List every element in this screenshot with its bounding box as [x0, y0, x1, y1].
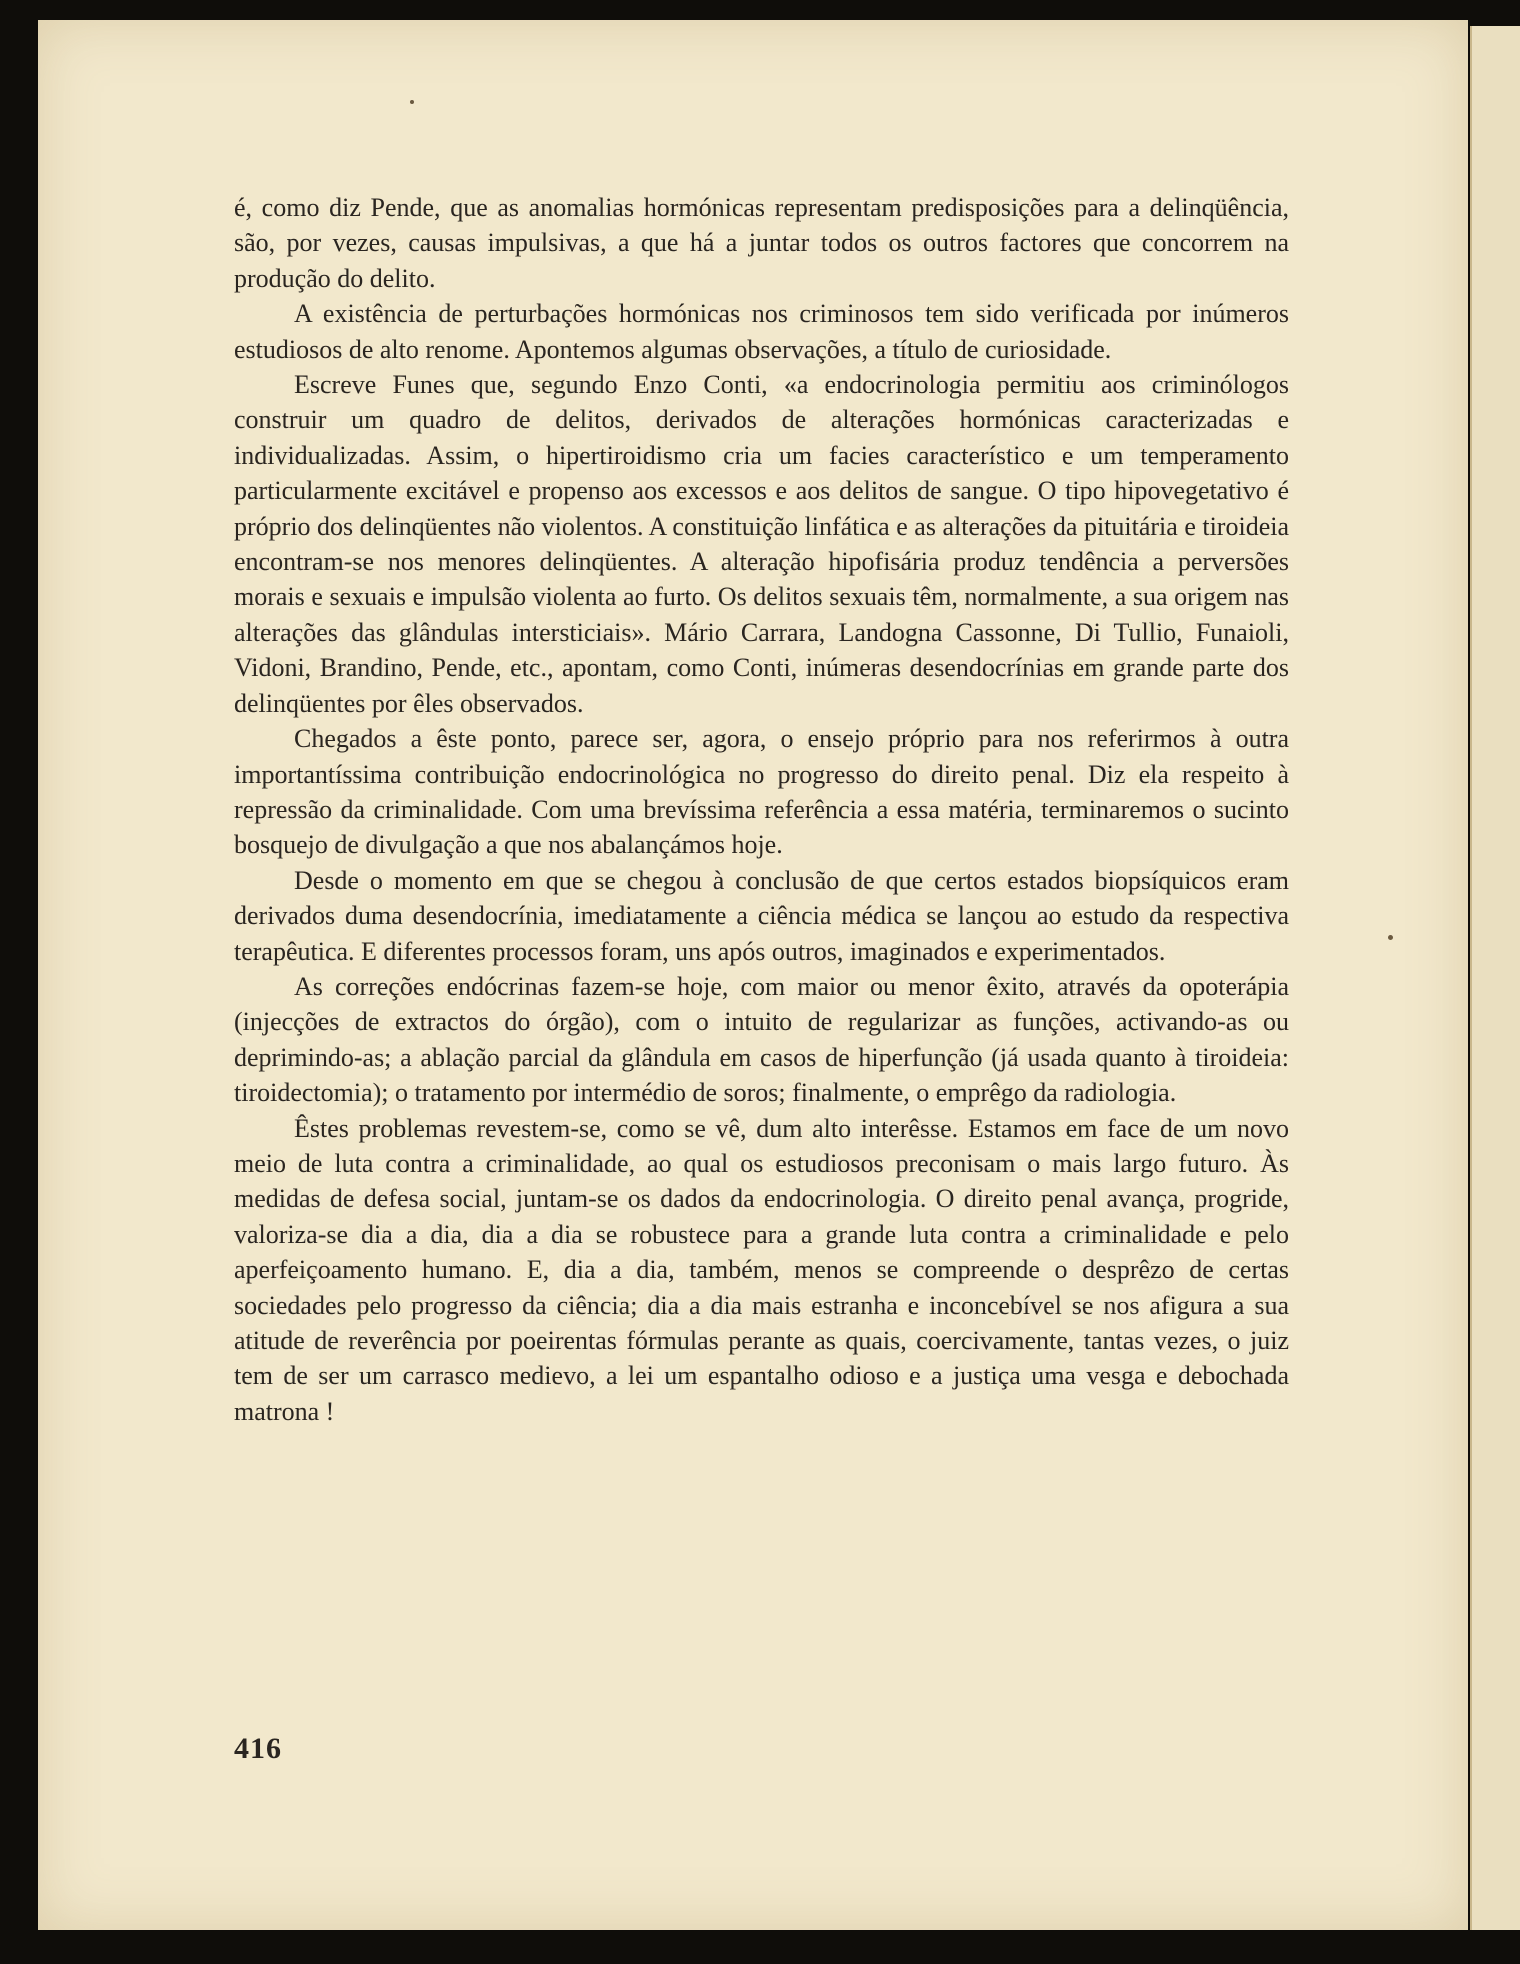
- facing-page-edge: [1470, 26, 1520, 1930]
- page-number: 416: [234, 1732, 282, 1765]
- paragraph: A existência de perturbações hormónicas nos criminosos tem sido verificada por inúmeros estudiosos de alto renome. Apontemos algumas observações, a título de curiosidade.: [234, 299, 1289, 364]
- paragraph: é, como diz Pende, que as anomalias hormónicas representam predisposições para a delinqüência, são, por vezes, causas impulsivas, a que há a juntar todos os outros factores que concorrem na produção do delito.: [234, 193, 1289, 293]
- paragraph: As correções endócrinas fazem-se hoje, com maior ou menor êxito, através da opoterápia (injecções de extractos do órgão), com o intuito de regularizar as funções, activando-as ou deprimindo-as; a ablação parcial da glândula em casos de hiperfunção (já usada quanto à tiroideia: tiroidectomia); o tratamento por intermédio de soros; finalmente, o emprêgo da radiologia.: [234, 971, 1289, 1108]
- paper-speck: [410, 100, 414, 104]
- paragraph: Escreve Funes que, segundo Enzo Conti, «a endocrinologia permitiu aos criminólogos construir um quadro de delitos, derivados de alterações hormónicas caracterizadas e individualizadas. Assim, o hipertiroidismo cria um facies característico e um temperamento particularmente excitável e propenso aos excessos e aos delitos de sangue. O tipo hipovegetativo é próprio dos delinqüentes não violentos. A constituição linfática e as alterações da pituitária e tiroideia encontram-se nos menores delinqüentes. A alteração hipofisária produz tendência a perversões morais e sexuais e impulsão violenta ao furto. Os delitos sexuais têm, normalmente, a sua origem nas alterações das glândulas intersticiais». Mário Carrara, Landogna Cassonne, Di Tullio, Funaioli, Vidoni, Brandino, Pende, etc., apontam, como Conti, inúmeras desendocrínias em grande parte dos delinqüentes por êles observados.: [234, 370, 1289, 718]
- paper-speck: [1388, 935, 1393, 940]
- paragraph: Desde o momento em que se chegou à conclusão de que certos estados biopsíquicos eram derivados duma desendocrínia, imediatamente a ciência médica se lançou ao estudo da respectiva terapêutica. E diferentes processos foram, uns após outros, imaginados e experimentados.: [234, 865, 1289, 966]
- paragraph: Chegados a êste ponto, parece ser, agora, o ensejo próprio para nos referirmos à outra importantíssima contribuição endocrinológica no progresso do direito penal. Diz ela respeito à repressão da criminalidade. Com uma brevíssima referência a essa matéria, terminaremos o sucinto bosquejo de divulgação a que nos abalançámos hoje.: [234, 724, 1289, 860]
- paragraph: Êstes problemas revestem-se, como se vê, dum alto interêsse. Estamos em face de um novo meio de luta contra a criminalidade, ao qual os estudiosos preconisam o mais largo futuro. Às medidas de defesa social, juntam-se os dados da endocrinologia. O direito penal avança, progride, valoriza-se dia a dia, dia a dia se robustece para a grande luta contra a criminalidade e pelo aperfeiçoamento humano. E, dia a dia, também, menos se compreende o desprêzo de certas sociedades pelo progresso da ciência; dia a dia mais estranha e inconcebível se nos afigura a sua atitude de reverência por poeirentas fórmulas perante as quais, coercivamente, tantas vezes, o juiz tem de ser um carrasco medievo, a lei um espantalho odioso e a justiça uma vesga e debochada matrona !: [234, 1113, 1289, 1426]
- body-text: [234, 190, 1289, 1429]
